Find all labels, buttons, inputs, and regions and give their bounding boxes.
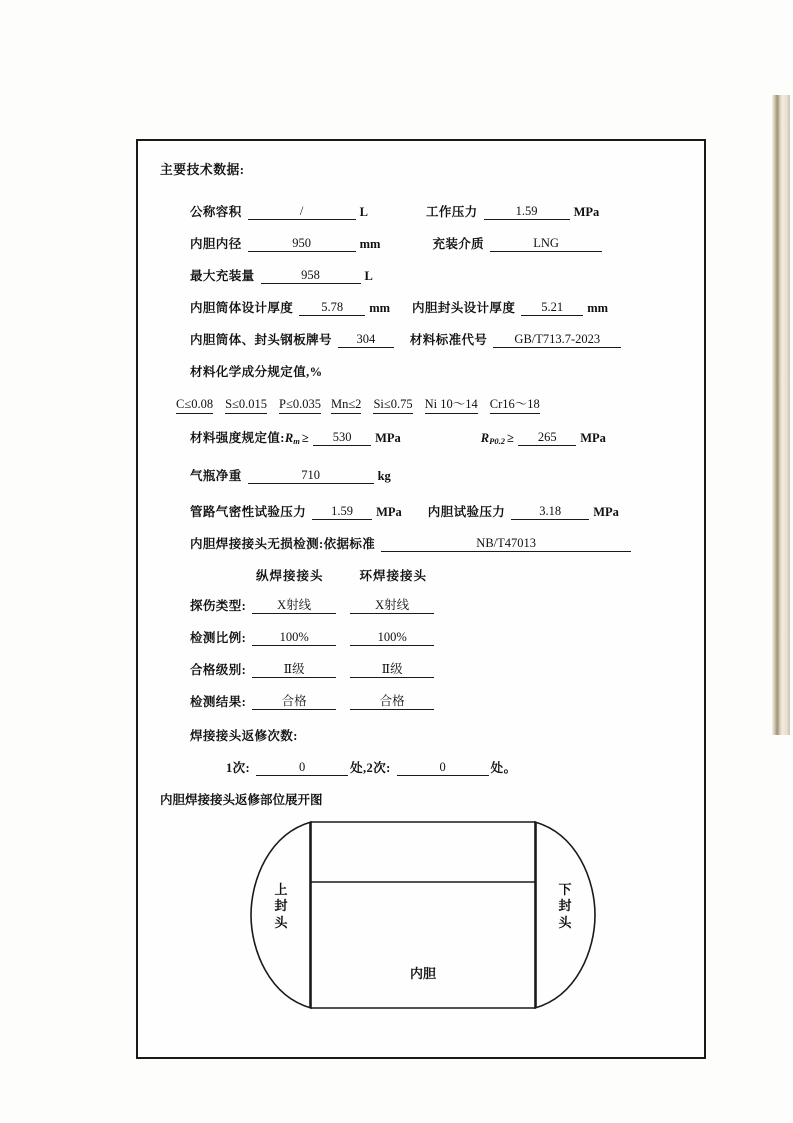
unit-rm: MPa bbox=[375, 431, 401, 445]
value-inner-diameter[interactable]: 950 bbox=[248, 236, 356, 252]
symbol-rp: R bbox=[480, 431, 490, 445]
chem-ni: Ni 10～14 bbox=[425, 394, 478, 414]
label-shell-design-thickness: 内胆筒体设计厚度 bbox=[190, 301, 294, 315]
label-nominal-volume: 公称容积 bbox=[190, 205, 242, 219]
label-chemical-composition: 材料化学成分规定值,% bbox=[190, 365, 323, 379]
weld-row-result bbox=[190, 692, 686, 710]
unit-rp: MPa bbox=[580, 431, 606, 445]
unit-nominal-volume: L bbox=[359, 205, 368, 219]
chem-c: C≤0.08 bbox=[176, 397, 213, 414]
value-inspection-result-longitudinal[interactable]: 合格 bbox=[252, 694, 336, 710]
label-working-pressure: 工作压力 bbox=[425, 205, 478, 219]
weld-repair-diagram bbox=[160, 820, 686, 1010]
value-quality-grade-longitudinal[interactable]: Ⅱ级 bbox=[252, 662, 336, 678]
label-inner-test-pressure: 内胆试验压力 bbox=[427, 505, 506, 519]
unit-net-weight: kg bbox=[377, 469, 391, 483]
field-row-volume bbox=[190, 202, 686, 220]
unit-max-filling: L bbox=[364, 269, 373, 283]
value-working-pressure[interactable]: 1.59 bbox=[484, 204, 570, 220]
diagram-title: 内胆焊接接头返修部位展开图 bbox=[160, 793, 323, 807]
label-material-standard: 材料标准代号 bbox=[409, 333, 488, 347]
field-row-ndt bbox=[190, 534, 686, 552]
symbol-rm: R bbox=[284, 431, 294, 445]
value-inspection-result-circumferential[interactable]: 合格 bbox=[350, 694, 434, 710]
header-longitudinal-weld: 纵焊接接头 bbox=[256, 569, 324, 583]
diagram-label-upper-head: 上封头 bbox=[274, 882, 288, 930]
value-inspection-type-longitudinal[interactable]: X射线 bbox=[252, 598, 336, 614]
value-medium[interactable]: LNG bbox=[490, 236, 602, 252]
page-title: 主要技术数据: bbox=[160, 163, 245, 177]
label-head-design-thickness: 内胆封头设计厚度 bbox=[412, 301, 516, 315]
value-repair-first[interactable]: 0 bbox=[256, 760, 348, 776]
document-sheet bbox=[136, 139, 706, 1059]
cmp-rp: ≥ bbox=[506, 431, 515, 445]
label-repair-count: 焊接接头返修次数: bbox=[190, 729, 298, 743]
repair-title-row bbox=[190, 726, 686, 744]
value-inner-test-pressure[interactable]: 3.18 bbox=[511, 504, 589, 520]
field-row-strength bbox=[190, 428, 686, 446]
value-rm[interactable]: 530 bbox=[313, 430, 371, 446]
field-row-max-filling bbox=[190, 266, 686, 284]
chem-si: Si≤0.75 bbox=[373, 397, 412, 414]
value-max-filling[interactable]: 958 bbox=[261, 268, 361, 284]
repair-values-row bbox=[226, 758, 686, 776]
field-row-test-pressure bbox=[190, 502, 686, 520]
label-quality-grade: 合格级别: bbox=[190, 663, 247, 677]
unit-inner-diameter: mm bbox=[359, 237, 381, 251]
field-row-steel-grade bbox=[190, 330, 686, 348]
chem-cr: Cr16～18 bbox=[490, 394, 540, 414]
value-ndt-standard[interactable]: NB/T47013 bbox=[381, 536, 631, 552]
value-head-design-thickness[interactable]: 5.21 bbox=[521, 300, 583, 316]
field-row-shell-thickness bbox=[190, 298, 686, 316]
diagram-label-inner-vessel: 内胆 bbox=[409, 966, 437, 981]
value-repair-second[interactable]: 0 bbox=[397, 760, 489, 776]
chem-p: P≤0.035 bbox=[279, 397, 321, 414]
label-repair-end: 处。 bbox=[490, 761, 517, 775]
label-pipe-leak-pressure: 管路气密性试验压力 bbox=[190, 505, 307, 519]
value-rp[interactable]: 265 bbox=[518, 430, 576, 446]
chem-values-row bbox=[176, 394, 686, 414]
field-row-inner-diameter bbox=[190, 234, 686, 252]
header-circumferential-weld: 环焊接接头 bbox=[359, 569, 428, 583]
scan-edge-strip bbox=[772, 95, 786, 735]
unit-working-pressure: MPa bbox=[573, 205, 600, 219]
field-row-net-weight bbox=[190, 466, 686, 484]
value-net-weight[interactable]: 710 bbox=[248, 468, 374, 484]
label-strength: 材料强度规定值: bbox=[190, 431, 285, 445]
unit-head-design-thickness: mm bbox=[587, 301, 609, 315]
value-inspection-ratio-circumferential[interactable]: 100% bbox=[350, 630, 434, 646]
unit-shell-design-thickness: mm bbox=[369, 301, 391, 315]
label-inspection-type: 探伤类型: bbox=[190, 599, 247, 613]
label-repair-first: 1次: bbox=[226, 761, 251, 775]
chem-title-row bbox=[190, 362, 686, 380]
weld-row-inspection-type bbox=[190, 596, 686, 614]
weld-column-headers bbox=[256, 566, 686, 584]
weld-row-quality-grade bbox=[190, 660, 686, 678]
unit-inner-test-pressure: MPa bbox=[593, 505, 619, 519]
weld-row-inspection-ratio bbox=[190, 628, 686, 646]
value-nominal-volume[interactable]: / bbox=[248, 204, 356, 220]
value-inspection-ratio-longitudinal[interactable]: 100% bbox=[252, 630, 336, 646]
label-net-weight: 气瓶净重 bbox=[190, 469, 242, 483]
label-medium: 充装介质 bbox=[432, 237, 485, 251]
diagram-label-lower-head: 下封头 bbox=[558, 882, 572, 930]
symbol-rm-sub: m bbox=[293, 436, 300, 446]
value-steel-grade[interactable]: 304 bbox=[338, 332, 394, 348]
value-pipe-leak-pressure[interactable]: 1.59 bbox=[312, 504, 372, 520]
label-inspection-ratio: 检测比例: bbox=[190, 631, 247, 645]
unit-pipe-leak-pressure: MPa bbox=[376, 505, 402, 519]
value-inspection-type-circumferential[interactable]: X射线 bbox=[350, 598, 434, 614]
cmp-rm: ≥ bbox=[301, 431, 310, 445]
value-quality-grade-circumferential[interactable]: Ⅱ级 bbox=[350, 662, 434, 678]
chem-mn: Mn≤2 bbox=[331, 397, 361, 414]
label-inner-diameter: 内胆内径 bbox=[190, 237, 242, 251]
label-ndt-standard: 内胆焊接接头无损检测:依据标准 bbox=[190, 537, 376, 551]
value-material-standard[interactable]: GB/T713.7-2023 bbox=[493, 332, 621, 348]
symbol-rp-sub: P0.2 bbox=[489, 436, 505, 446]
value-shell-design-thickness[interactable]: 5.78 bbox=[299, 300, 365, 316]
document-body bbox=[160, 159, 686, 1045]
chem-s: S≤0.015 bbox=[225, 397, 267, 414]
label-inspection-result: 检测结果: bbox=[190, 695, 247, 709]
label-max-filling: 最大充装量 bbox=[190, 269, 255, 283]
label-repair-second: 处,2次: bbox=[350, 761, 391, 775]
label-steel-grade: 内胆筒体、封头钢板牌号 bbox=[190, 333, 332, 347]
